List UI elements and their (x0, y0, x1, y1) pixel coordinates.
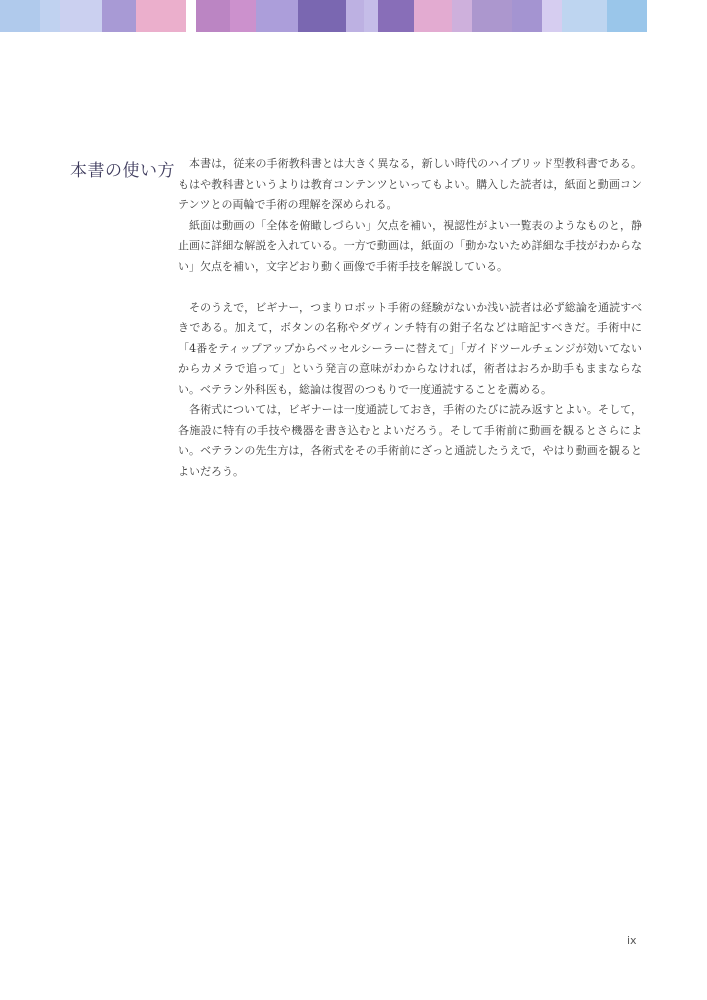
band-swatch (40, 0, 60, 32)
band-swatch (346, 0, 364, 32)
band-swatch (512, 0, 542, 32)
band-swatch (102, 0, 136, 32)
band-swatch (378, 0, 414, 32)
band-swatch (298, 0, 346, 32)
paragraph-4: 各術式については，ビギナーは一度通読しておき，手術のたびに読み返すとよい。そして，各施設に特有の手技や機器を書き込むとよいだろう。そして手術前に動画を観るとさらによい。ベテランの先生方は，各術式をその手術前にざっと通読したうえで，やはり動画を観るとよいだろう。 (178, 403, 642, 478)
band-swatch (452, 0, 472, 32)
paragraph-3: そのうえで，ビギナー，つまりロボット手術の経験がないか浅い読者は必ず総論を通読すべきである。加えて，ボタンの名称やダヴィンチ特有の鉗子名などは暗記すべきだ。手術中に「4番をティップアップからベッセルシーラーに替えて」「ガイドツールチェンジが効いてないからカメラで追って」という発言の意味がわからなければ，術者はおろか助手もままならない。ベテラン外科医も，総論は復習のつもりで一度通読することを薦める。 (178, 300, 642, 396)
band-swatch (0, 0, 40, 32)
band-swatch (414, 0, 452, 32)
band-swatch (607, 0, 647, 32)
band-swatch (256, 0, 298, 32)
band-swatch (230, 0, 256, 32)
page-number: ix (627, 934, 637, 947)
band-swatch (542, 0, 562, 32)
band-swatch (186, 0, 196, 32)
body-text (178, 154, 642, 482)
band-swatch (136, 0, 186, 32)
decorative-color-band (0, 0, 707, 32)
band-swatch (60, 0, 102, 32)
band-swatch (364, 0, 378, 32)
band-swatch (196, 0, 230, 32)
section-title: 本書の使い方 (70, 161, 175, 181)
paragraph-1: 本書は，従来の手術教科書とは大きく異なる，新しい時代のハイブリッド型教科書である。もはや教科書というよりは教育コンテンツといってもよい。購入した読者は，紙面と動画コンテンツとの両輪で手術の理解を深められる。 (178, 157, 642, 211)
band-swatch (472, 0, 512, 32)
band-swatch (562, 0, 607, 32)
paragraph-2: 紙面は動画の「全体を俯瞰しづらい」欠点を補い，視認性がよい一覧表のようなものと，静止画に詳細な解説を入れている。一方で動画は，紙面の「動かないため詳細な手技がわからない」欠点を補い，文字どおり動く画像で手術手技を解説している。 (178, 218, 642, 273)
